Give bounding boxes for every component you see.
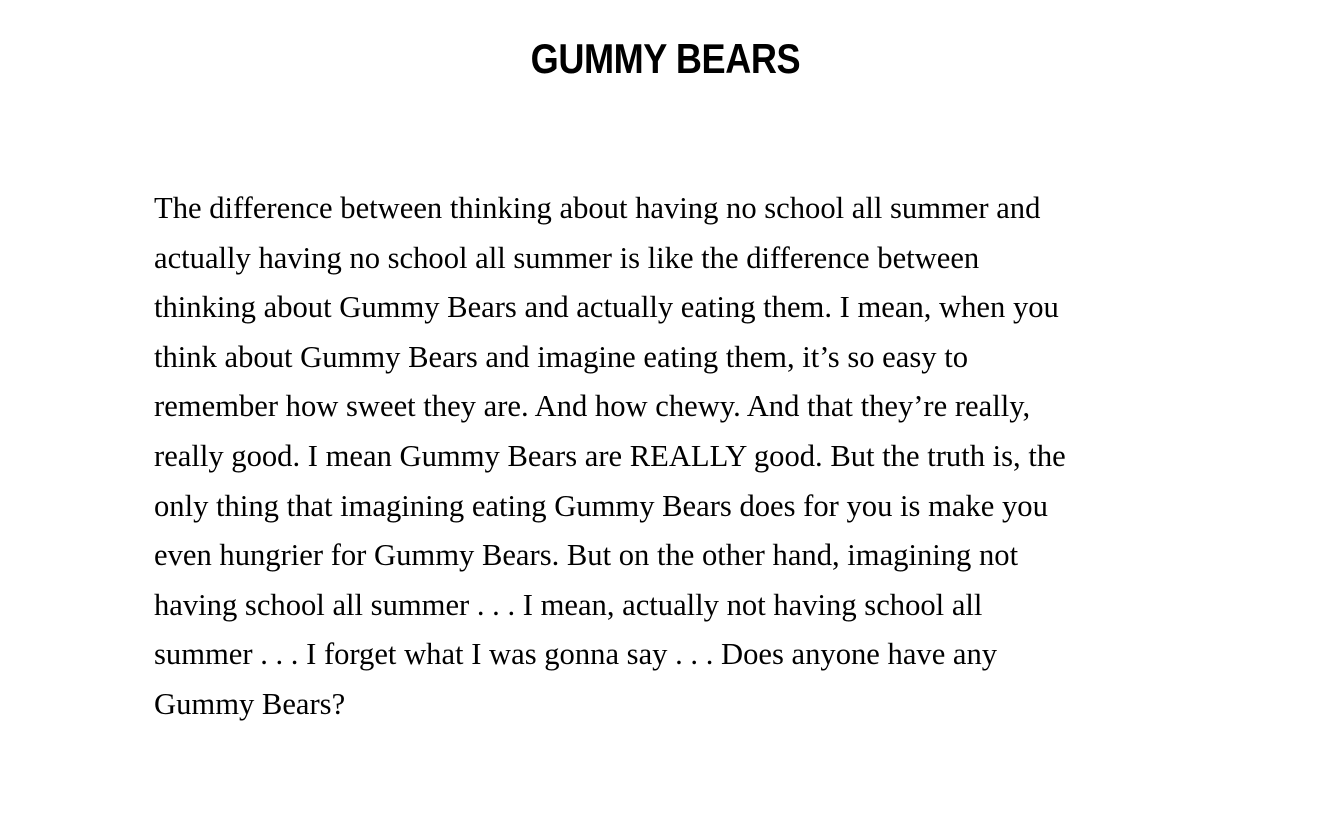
paragraph-line: think about Gummy Bears and imagine eating them, it’s so easy to (154, 339, 968, 374)
paragraph-line: only thing that imagining eating Gummy Bears does for you is make you (154, 488, 1048, 523)
paragraph-line: thinking about Gummy Bears and actually eating them. I mean, when you (154, 290, 1059, 325)
paragraph-line: even hungrier for Gummy Bears. But on the other hand, imagining not (154, 538, 1019, 573)
paragraph-line: The difference between thinking about having no school all summer and (154, 191, 1041, 225)
paragraph-line: having school all summer . . . I mean, actually not having school all (154, 587, 983, 622)
paragraph-line: really good. I mean Gummy Bears are REALLY good. But the truth is, the (154, 438, 1066, 473)
paragraph-line: actually having no school all summer is like the difference between (154, 240, 980, 275)
paragraph-line: remember how sweet they are. And how chewy. And that they’re really, (154, 389, 1031, 424)
paragraph-line: Gummy Bears? (154, 686, 346, 721)
paragraph-line: summer . . . I forget what I was gonna say . . . Does anyone have any (154, 637, 998, 672)
page-title: GUMMY BEARS (530, 35, 801, 82)
monologue-paragraph (154, 184, 1194, 730)
